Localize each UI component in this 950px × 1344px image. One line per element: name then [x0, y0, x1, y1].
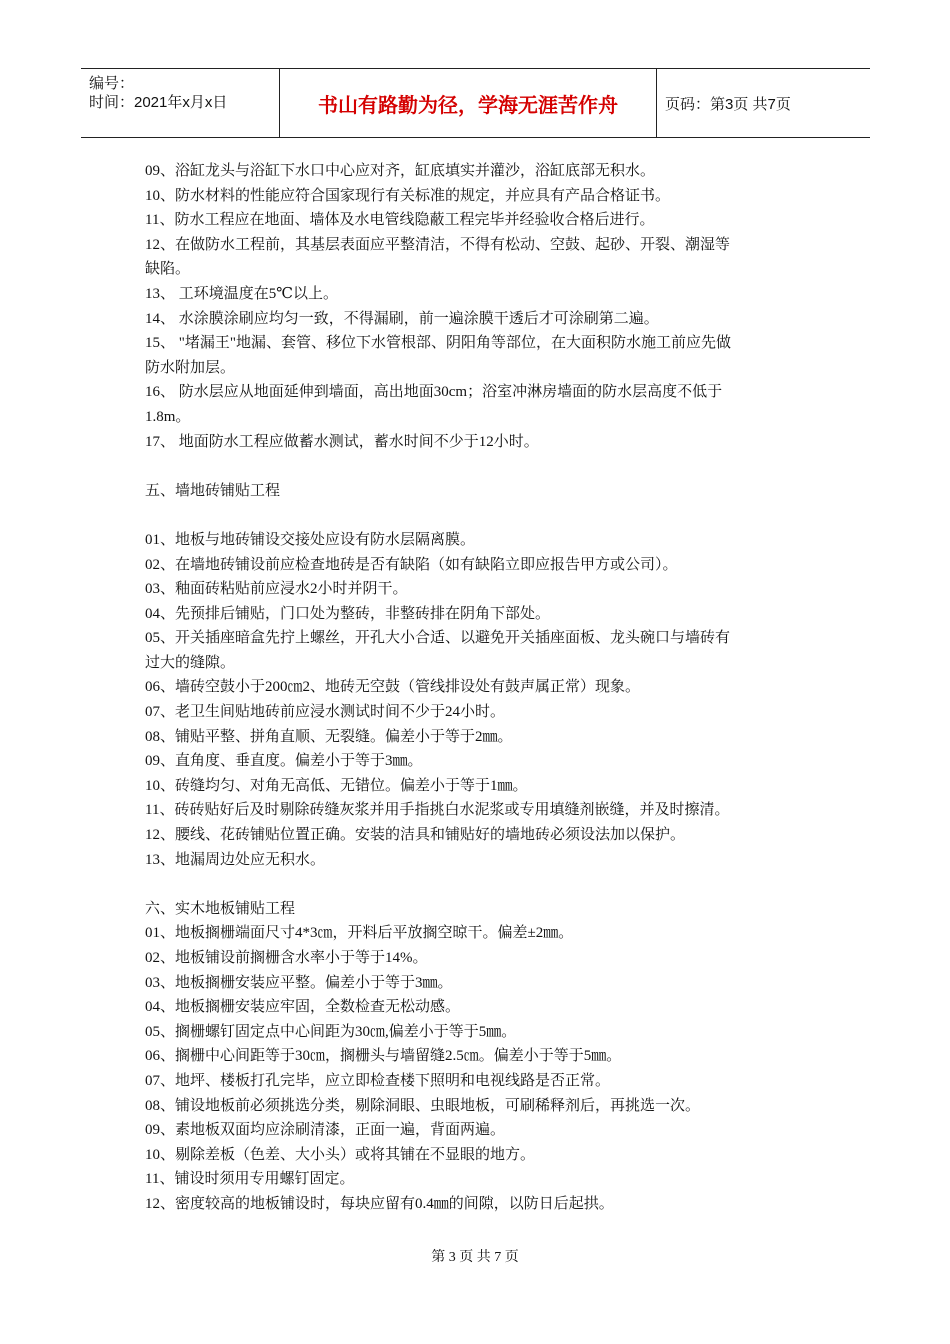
text-line: 16、 防水层应从地面延伸到墙面，高出地面30cm；浴室冲淋房墙面的防水层高度不低于	[145, 384, 723, 401]
text-line: 08、铺贴平整、拼角直顺、无裂缝。偏差小于等于2㎜。	[145, 728, 513, 745]
header-page-number: 页码：第3页 共7页	[665, 95, 791, 113]
text-line: 09、浴缸龙头与浴缸下水口中心应对齐，缸底填实并灌沙，浴缸底部无积水。	[145, 163, 656, 179]
text-line: 09、素地板双面均应涂刷清漆，正面一遍，背面两遍。	[145, 1122, 506, 1139]
text-line: 10、剔除差板（色差、大小头）或将其铺在不显眼的地方。	[145, 1146, 536, 1163]
text-line: 10、砖缝均匀、对角无高低、无错位。偏差小于等于1㎜。	[145, 777, 528, 794]
header-motto: 书山有路勤为径，学海无涯苦作舟	[280, 69, 657, 137]
text-line: 12、腰线、花砖铺贴位置正确。安装的洁具和铺贴好的墙地砖必须设法加以保护。	[145, 827, 686, 844]
text-line: 11、铺设时须用专用螺钉固定。	[145, 1171, 355, 1188]
header-meta	[81, 69, 280, 137]
text-line: 过大的缝隙。	[145, 654, 236, 671]
text-line: 11、砖砖贴好后及时剔除砖缝灰浆并用手指挑白水泥浆或专用填缝剂嵌缝，并及时擦清。	[145, 802, 730, 819]
text-line: 11、防水工程应在地面、墙体及水电管线隐蔽工程完毕并经验收合格后进行。	[145, 212, 655, 229]
blank-line	[145, 454, 815, 479]
text-line: 07、老卫生间贴地砖前应浸水测试时间不少于24小时。	[145, 704, 506, 721]
document-body	[145, 159, 815, 1217]
blank-line	[145, 872, 815, 897]
text-line: 04、地板搁栅安装应牢固，全数检查无松动感。	[145, 999, 461, 1016]
text-line: 12、在做防水工程前，其基层表面应平整清洁，不得有松动、空鼓、起砂、开裂、潮湿等	[145, 236, 731, 253]
text-line: 02、地板铺设前搁栅含水率小于等于14%。	[145, 950, 428, 966]
text-line: 防水附加层。	[145, 359, 236, 376]
text-line: 07、地坪、楼板打孔完毕，应立即检查楼下照明和电视线路是否正常。	[145, 1072, 611, 1089]
text-line: 五、墙地砖铺贴工程	[145, 482, 281, 499]
time-label: 时间：2021年x月x日	[89, 94, 228, 111]
text-line: 1.8m。	[145, 408, 191, 425]
text-line: 12、密度较高的地板铺设时，每块应留有0.4㎜的间隙，以防日后起拱。	[145, 1195, 614, 1212]
text-line: 01、地板搁栅端面尺寸4*3㎝，开料后平放搁空晾干。偏差±2㎜。	[145, 925, 574, 942]
text-line: 08、铺设地板前必须挑选分类，剔除洞眼、虫眼地板，可刷稀释剂后，再挑选一次。	[145, 1097, 701, 1114]
text-line: 05、搁栅螺钉固定点中心间距为30㎝,偏差小于等于5㎜。	[145, 1023, 517, 1040]
text-line: 14、 水涂膜涂刷应均匀一致，不得漏刷，前一遍涂膜干透后才可涂刷第二遍。	[145, 310, 659, 327]
text-line: 13、 工环境温度在5℃以上。	[145, 285, 339, 302]
text-line: 13、地漏周边处应无积水。	[145, 851, 326, 868]
text-line: 04、先预排后铺贴，门口处为整砖，非整砖排在阴角下部处。	[145, 605, 551, 622]
text-line: 05、开关插座暗盒先拧上螺丝，开孔大小合适、以避免开关插座面板、龙头碗口与墙砖有	[145, 630, 731, 647]
text-line: 10、防水材料的性能应符合国家现行有关标准的规定，并应具有产品合格证书。	[145, 187, 671, 204]
text-line: 六、实木地板铺贴工程	[145, 900, 296, 917]
text-line: 09、直角度、垂直度。偏差小于等于3㎜。	[145, 753, 423, 770]
page-header	[81, 68, 870, 138]
text-line: 17、 地面防水工程应做蓄水测试，蓄水时间不少于12小时。	[145, 433, 539, 450]
text-line: 06、墙砖空鼓小于200㎝2、地砖无空鼓（管线排设处有鼓声属正常）现象。	[145, 679, 641, 696]
blank-line	[145, 503, 815, 528]
text-line: 06、搁栅中心间距等于30㎝，搁栅头与墙留缝2.5㎝。偏差小于等于5㎜。	[145, 1048, 622, 1065]
text-line: 15、 "堵漏王"地漏、套管、移位下水管根部、阴阳角等部位，在大面积防水施工前应先做	[145, 335, 732, 352]
text-line: 01、地板与地砖铺设交接处应设有防水层隔离膜。	[145, 531, 476, 548]
page-footer: 第 3 页 共 7 页	[431, 1250, 519, 1265]
text-line: 缺陷。	[145, 261, 191, 278]
number-label: 编号：	[89, 75, 135, 92]
text-line: 02、在墙地砖铺设前应检查地砖是否有缺陷（如有缺陷立即应报告甲方或公司）。	[145, 556, 678, 573]
text-line: 03、釉面砖粘贴前应浸水2小时并阴干。	[145, 581, 408, 598]
text-line: 03、地板搁栅安装应平整。偏差小于等于3㎜。	[145, 974, 453, 991]
